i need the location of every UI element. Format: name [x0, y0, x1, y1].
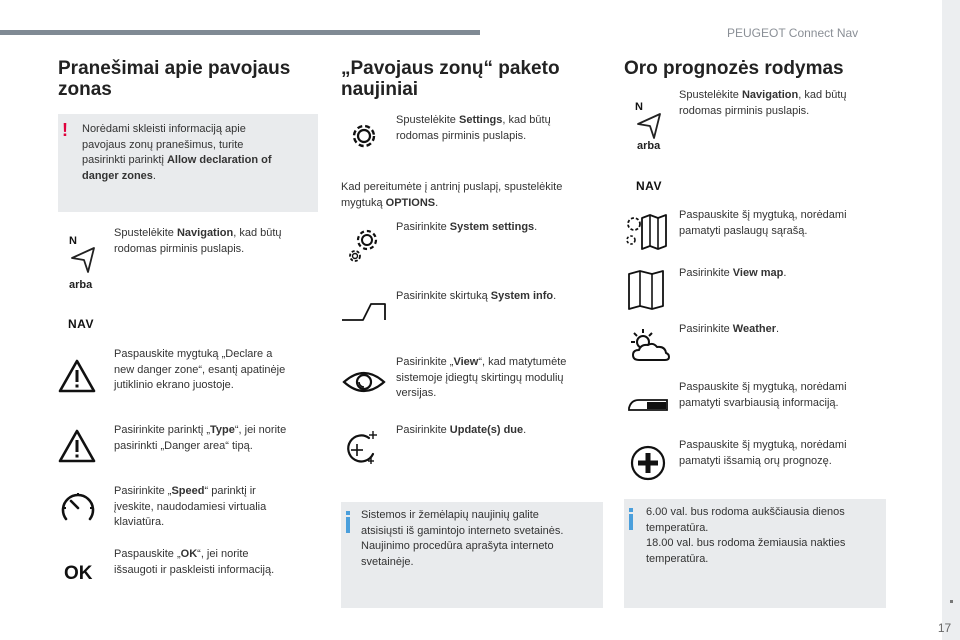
svg-text:N: N — [635, 101, 643, 113]
warning-note-text: Norėdami skleisti informaciją apie pavojaus zonų pranešimus, turite pasirinkti parinktį Allow declaration of danger zones. — [82, 123, 272, 182]
section-title: Oro prognozės rodymas — [624, 58, 844, 79]
system-settings-step-text: Pasirinkite System settings. — [396, 221, 538, 233]
or-label: arba — [637, 140, 661, 152]
navigation-step-text: Spustelėkite Navigation, kad būtų rodomas pirminis puslapis. — [114, 227, 282, 255]
title-line: „Pavojaus zonų“ paketo — [341, 58, 560, 79]
title-line: zonas — [58, 79, 112, 100]
navigation-step-text: Spustelėkite Navigation, kad būtų rodomas pirminis puslapis. — [679, 89, 847, 117]
nav-button[interactable]: NAV — [636, 179, 662, 193]
services-map-icon[interactable] — [624, 212, 670, 250]
weather-sun-cloud-icon[interactable] — [627, 328, 671, 364]
declare-step-text: Paspauskite mygtuką „Declare a new danger zone“, esantį apatinėje jutiklinio ekrano juostoje. — [114, 348, 286, 391]
main-info-tab-icon[interactable] — [627, 394, 669, 414]
options-instruction-text: Kad pereitumėte į antrinį puslapį, spustelėkite mygtuką OPTIONS. — [341, 181, 563, 209]
svg-text:N: N — [69, 235, 77, 247]
info-note-text: Sistemos ir žemėlapių naujinių galite atsisiųsti iš gamintojo interneto svetainės. Naujinimo procedūra aprašyta interneto svetainėje. — [361, 509, 564, 568]
settings-step-text: Spustelėkite Settings, kad būtų rodomas pirminis puslapis. — [396, 114, 551, 142]
weather-step-text: Pasirinkite Weather. — [679, 323, 780, 335]
warning-note-box — [58, 114, 318, 212]
header-rule — [0, 30, 480, 35]
exclamation-icon: ! — [62, 120, 68, 140]
page-edge-bar — [942, 0, 960, 640]
info-icon — [629, 508, 633, 530]
plus-circle-icon[interactable] — [630, 445, 666, 481]
title-line: naujiniai — [341, 79, 419, 100]
or-label: arba — [69, 279, 93, 291]
eye-view-icon[interactable] — [341, 367, 387, 397]
main-info-step-text: Paspauskite šį mygtuką, norėdami pamatyti svarbiausią informaciją. — [679, 381, 847, 409]
info-icon — [346, 511, 350, 533]
tab-icon[interactable] — [341, 300, 387, 324]
ok-step-text: Paspauskite „OK“, jei norite išsaugoti ir paskleisti informaciją. — [114, 548, 275, 576]
navigation-arrow-icon[interactable] — [632, 98, 666, 140]
section-title — [58, 58, 318, 100]
settings-gear-icon[interactable] — [348, 120, 380, 152]
type-step-text: Pasirinkite parinktį „Type“, jei norite pasirinkti „Danger area“ tipą. — [114, 424, 287, 452]
warning-triangle-icon[interactable] — [58, 429, 96, 463]
bullet-mark — [950, 600, 953, 603]
speedometer-icon[interactable] — [60, 490, 96, 524]
info-note-box — [624, 499, 886, 608]
ok-button[interactable]: OK — [64, 563, 93, 584]
system-info-step-text: Pasirinkite skirtuką System info. — [396, 290, 557, 302]
view-map-step-text: Pasirinkite View map. — [679, 267, 787, 279]
system-settings-gears-icon[interactable] — [347, 226, 381, 264]
info-note-text: 6.00 val. bus rodoma aukščiausia dienos temperatūra. 18.00 val. bus rodoma žemiausia nakties temperatūra. — [646, 506, 846, 565]
nav-button[interactable]: NAV — [68, 317, 94, 331]
title-line: Pranešimai apie pavojaus — [58, 58, 291, 79]
brand-label: PEUGEOT Connect Nav — [727, 26, 859, 40]
info-note-box — [341, 502, 603, 608]
detail-step-text: Paspauskite šį mygtuką, norėdami pamatyti išsamią orų prognozę. — [679, 439, 847, 467]
view-map-icon[interactable] — [626, 270, 666, 310]
navigation-arrow-icon[interactable] — [66, 232, 100, 274]
services-step-text: Paspauskite šį mygtuką, norėdami pamatyti paslaugų sąrašą. — [679, 209, 847, 237]
page-number: 17 — [937, 621, 952, 635]
update-step-text: Pasirinkite Update(s) due. — [396, 424, 527, 436]
speed-step-text: Pasirinkite „Speed“ parinktį ir įveskite, naudodamiesi virtualia klaviatūra. — [114, 485, 267, 528]
view-step-text: Pasirinkite „View“, kad matytumėte sistemoje įdiegtų skirtingų modulių versijas. — [396, 356, 567, 399]
section-title — [341, 58, 603, 100]
update-download-icon[interactable] — [343, 428, 381, 466]
warning-triangle-icon[interactable] — [58, 359, 96, 393]
